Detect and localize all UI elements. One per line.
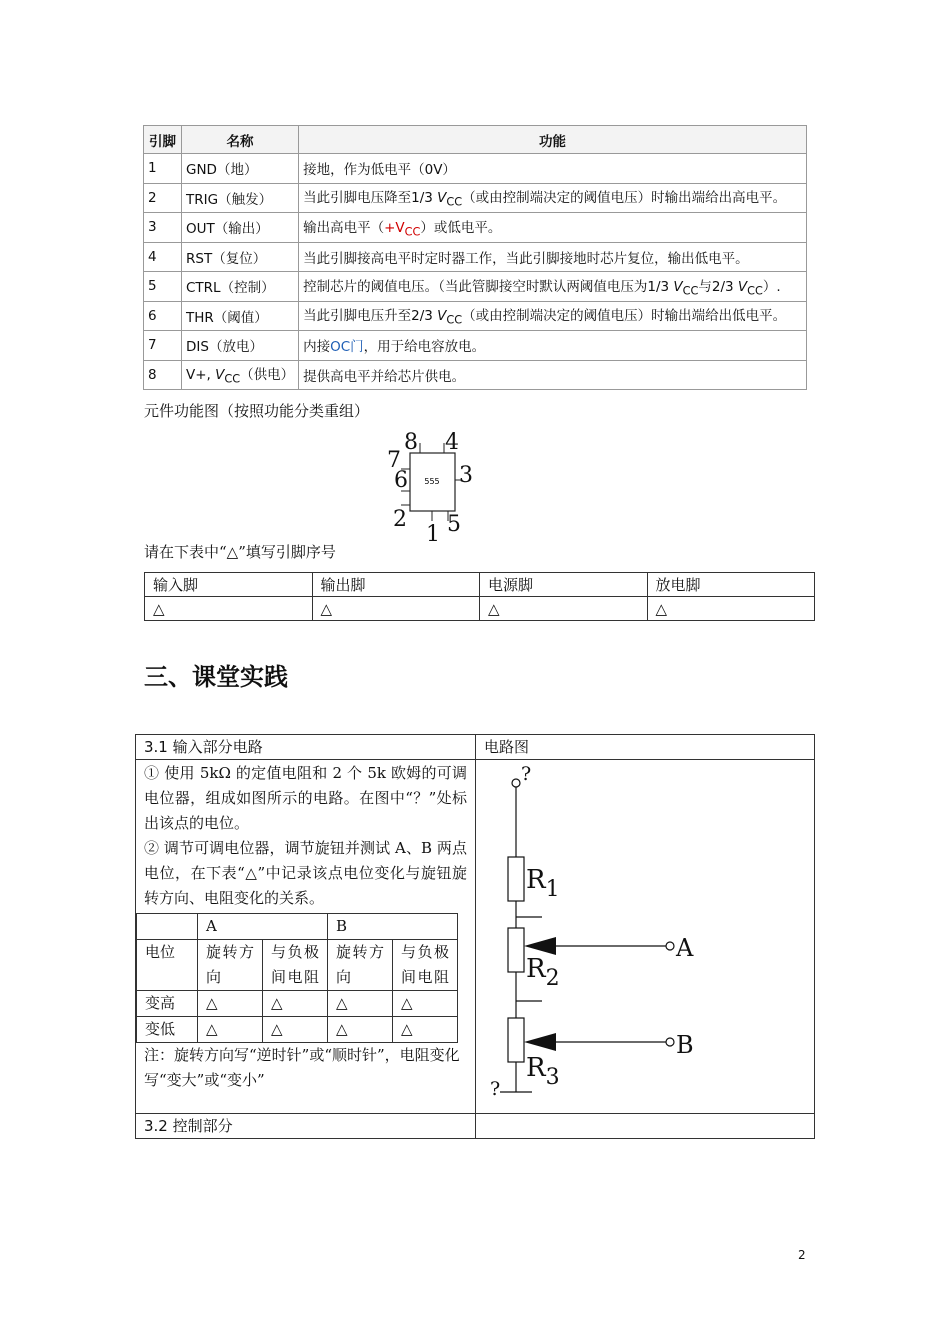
fill-cell-discharge[interactable]: △ — [647, 597, 815, 621]
label-r2: $R_2$ — [526, 954, 560, 991]
cell-up-rotate-a[interactable]: △ — [198, 991, 263, 1017]
pin-number: 8 — [144, 360, 182, 390]
cell-down-rotate-a[interactable]: △ — [198, 1017, 263, 1043]
pin-number: 5 — [144, 272, 182, 302]
pin-label-4: 4 — [445, 430, 459, 455]
question-top: ? — [521, 763, 532, 785]
header-pin: 引脚 — [144, 126, 182, 154]
sub-resist-b: 与负极间电阻 — [393, 940, 458, 991]
practice-note: 注：旋转方向写“逆时针”或“顺时针”，电阻变化写“变大”或“变小” — [144, 1046, 460, 1089]
wiper-arrow-a — [524, 937, 556, 955]
resistor-r1 — [508, 857, 524, 901]
row-label-potential: 电位 — [137, 940, 198, 991]
pin-label-6: 6 — [394, 468, 408, 493]
pin-number: 7 — [144, 331, 182, 361]
fill-header-discharge: 放电脚 — [647, 573, 815, 597]
label-b: B — [676, 1031, 694, 1059]
pin-number: 6 — [144, 301, 182, 331]
fill-cell-output[interactable]: △ — [312, 597, 480, 621]
pin-function: 内接OC门，用于给电容放电。 — [299, 331, 807, 361]
col-b-header: B — [328, 914, 458, 940]
pin-function: 控制芯片的阈值电压。（当此管脚接空时默认两阈值电压为1/3 $V_{CC}$与2/3 $V_{CC}$）. — [299, 272, 807, 302]
table-row — [137, 1017, 458, 1043]
cell-down-resist-b[interactable]: △ — [393, 1017, 458, 1043]
pin-function: 当此引脚电压升至2/3 $V_{CC}$（或由控制端决定的阈值电压）时输出端给出低电平。 — [299, 301, 807, 331]
fill-caption: 请在下表中“△”填写引脚序号 — [144, 543, 336, 561]
pin-label-8: 8 — [404, 430, 418, 455]
pin-name: CTRL（控制） — [182, 272, 299, 302]
table-row — [144, 331, 807, 361]
table-row — [145, 597, 815, 621]
table-row — [144, 213, 807, 243]
pin-name: V+, $V_{CC}$（供电） — [182, 360, 299, 390]
row-label-down: 变低 — [137, 1017, 198, 1043]
pin-label-3: 3 — [459, 463, 473, 488]
pot-r3 — [508, 1018, 524, 1062]
practice-para2: ② 调节可调电位器，调节旋钮并测试 A、B 两点电位，在下表“△”中记录该点电位变化与旋钮旋转方向、电阻变化的关系。 — [144, 839, 467, 907]
practice-table — [135, 734, 815, 1139]
label-r1: $R_1$ — [526, 865, 560, 902]
wiper-arrow-b — [524, 1033, 556, 1051]
cell-down-rotate-b[interactable]: △ — [328, 1017, 393, 1043]
pin-label-2: 2 — [393, 507, 407, 532]
table-row — [144, 360, 807, 390]
pin-number: 3 — [144, 213, 182, 243]
col-a-header: A — [198, 914, 328, 940]
practice-header-left: 3.1 输入部分电路 — [136, 735, 476, 760]
label-a: A — [676, 934, 694, 962]
table-row — [137, 991, 458, 1017]
chip-label: 555 — [424, 477, 440, 486]
fill-table — [144, 572, 815, 621]
chip-caption: 元件功能图（按照功能分类重组） — [144, 402, 370, 420]
pin-name: GND（地） — [182, 154, 299, 184]
fill-cell-input[interactable]: △ — [145, 597, 313, 621]
pin-label-7: 7 — [387, 448, 401, 473]
pin-name: THR（阈值） — [182, 301, 299, 331]
pot-r2 — [508, 928, 524, 972]
header-function: 功能 — [299, 126, 807, 154]
pin-name: TRIG（触发） — [182, 183, 299, 213]
row-label-up: 变高 — [137, 991, 198, 1017]
top-node — [512, 779, 520, 787]
fill-header-output: 输出脚 — [312, 573, 480, 597]
pin-function: 提供高电平并给芯片供电。 — [299, 360, 807, 390]
pin-label-1: 1 — [426, 522, 440, 545]
practice-content — [136, 760, 476, 1114]
pin-table-header — [144, 126, 807, 154]
pin-function: 当此引脚电压降至1/3 $V_{CC}$（或由控制端决定的阈值电压）时输出端给出高电平。 — [299, 183, 807, 213]
table-row — [144, 183, 807, 213]
section-heading: 三、课堂实践 — [144, 663, 288, 691]
chip-diagram — [380, 425, 480, 545]
cell-up-resist-a[interactable]: △ — [263, 991, 328, 1017]
circuit-cell — [476, 760, 815, 1114]
sub-resist-a: 与负极间电阻 — [263, 940, 328, 991]
pin-function: 接地，作为低电平（0V） — [299, 154, 807, 184]
circuit-diagram — [476, 760, 806, 1113]
cell-down-resist-a[interactable]: △ — [263, 1017, 328, 1043]
table-row — [136, 735, 815, 760]
label-r3: $R_3$ — [526, 1053, 560, 1090]
table-row — [144, 272, 807, 302]
pin-number: 4 — [144, 242, 182, 272]
table-row — [136, 760, 815, 1114]
practice-footer-left: 3.2 控制部分 — [136, 1114, 476, 1139]
cell-up-rotate-b[interactable]: △ — [328, 991, 393, 1017]
fill-header-power: 电源脚 — [480, 573, 648, 597]
table-row — [137, 914, 458, 940]
node-a — [666, 942, 674, 950]
sub-rotate-b: 旋转方向 — [328, 940, 393, 991]
table-row — [137, 940, 458, 991]
table-row — [136, 1114, 815, 1139]
pin-label-5: 5 — [447, 512, 461, 537]
sub-rotate-a: 旋转方向 — [198, 940, 263, 991]
table-row — [144, 242, 807, 272]
table-row — [145, 573, 815, 597]
cell-up-resist-b[interactable]: △ — [393, 991, 458, 1017]
pin-function: 输出高电平$(+V_{CC})$或低电平。 — [299, 213, 807, 243]
node-b — [666, 1038, 674, 1046]
pin-name: OUT（输出） — [182, 213, 299, 243]
pin-table — [143, 125, 807, 390]
fill-cell-power[interactable]: △ — [480, 597, 648, 621]
header-name: 名称 — [182, 126, 299, 154]
pin-number: 2 — [144, 183, 182, 213]
pin-function: 当此引脚接高电平时定时器工作，当此引脚接地时芯片复位，输出低电平。 — [299, 242, 807, 272]
pin-number: 1 — [144, 154, 182, 184]
practice-header-right: 电路图 — [476, 735, 815, 760]
record-table — [136, 913, 458, 1043]
table-row — [144, 301, 807, 331]
practice-para1: ① 使用 5kΩ 的定值电阻和 2 个 5k 欧姆的可调电位器，组成如图所示的电路。在图中“？”处标出该点的电位。 — [144, 764, 467, 832]
oc-gate-link[interactable]: OC门 — [330, 339, 364, 356]
page-number: 2 — [798, 1248, 806, 1262]
pin-name: DIS（放电） — [182, 331, 299, 361]
fill-header-input: 输入脚 — [145, 573, 313, 597]
pin-name: RST（复位） — [182, 242, 299, 272]
table-row — [144, 154, 807, 184]
question-bottom: ? — [490, 1078, 501, 1100]
